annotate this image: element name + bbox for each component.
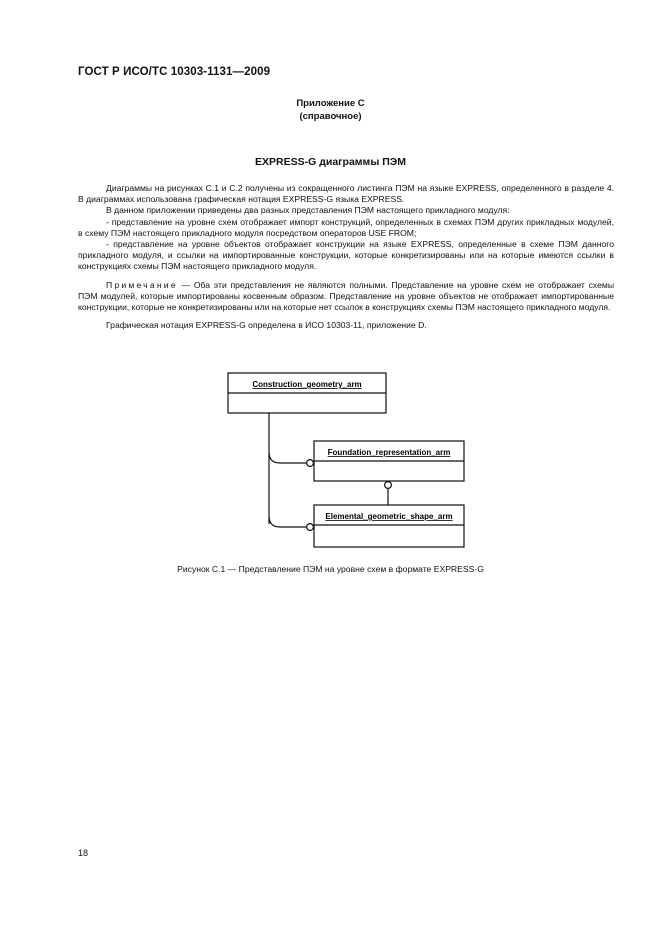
schema-label-foundation-representation: Foundation_representation_arm bbox=[327, 448, 451, 457]
appendix-subtitle: (справочное) bbox=[299, 111, 362, 122]
paragraph: В данном приложении приведены два разных представления ПЭМ настоящего прикладного модуля: bbox=[106, 205, 510, 216]
schema-label-construction-geometry: Construction_geometry_arm bbox=[252, 380, 362, 389]
appendix-title: Приложение С bbox=[296, 98, 365, 109]
figure-caption: Рисунок С.1 — Представление ПЭМ на уровне схем в формате EXPRESS-G bbox=[177, 564, 484, 574]
use-link-elemental bbox=[269, 516, 306, 527]
use-link-foundation bbox=[269, 452, 306, 463]
list-item: - представление на уровне схем отображает импорт конструкций, определенных в схемах ПЭМ других прикладных модулей, в схему ПЭМ настоящего прикладного модуля посредством операторов USE FROM; bbox=[78, 216, 614, 238]
reference-link-circle bbox=[385, 482, 392, 489]
document-header: ГОСТ Р ИСО/ТС 10303-1131—2009 bbox=[78, 66, 271, 78]
paragraph: Диаграммы на рисунках С.1 и С.2 получены из сокращенного листинга ПЭМ на языке EXPRESS, определенного в разделе 4. В диаграммах использована графическая нотация EXPRESS-G языка EXPRESS. bbox=[78, 183, 614, 205]
schema-label-elemental-geometric-shape: Elemental_geometric_shape_arm bbox=[325, 512, 453, 521]
use-link-circle bbox=[307, 524, 314, 531]
schema-box-foundation-representation bbox=[314, 441, 464, 481]
note-text: — Оба эти представления не являются полными. Представление на уровне схем не отображает схемы ПЭМ модулей, которые импортированы косвенным образом. Представление на уровне объектов не отображает импортированные конструкции, которые не конкретизированы или на которые нет ссылок в конструкциях схемы ПЭМ настоящего прикладного модуля. bbox=[78, 279, 614, 313]
paragraph: Графическая нотация EXPRESS-G определена в ИСО 10303-11, приложение D. bbox=[106, 320, 427, 331]
note-label: Примечание bbox=[106, 279, 178, 290]
section-title: EXPRESS-G диаграммы ПЭМ bbox=[255, 156, 406, 168]
schema-box-elemental-geometric-shape bbox=[314, 505, 464, 547]
use-link-circle bbox=[307, 460, 314, 467]
list-item: - представление на уровне объектов отображает конструкции на языке EXPRESS, определенные в схеме ПЭМ данного прикладного модуля, и ссылки на импортированные конструкции, которые конкретизированы или на которые имеются ссылки в конструкциях схемы ПЭМ настоящего прикладного модуля. bbox=[78, 239, 614, 272]
page-number: 18 bbox=[78, 848, 89, 858]
schema-box-construction-geometry bbox=[228, 373, 386, 413]
